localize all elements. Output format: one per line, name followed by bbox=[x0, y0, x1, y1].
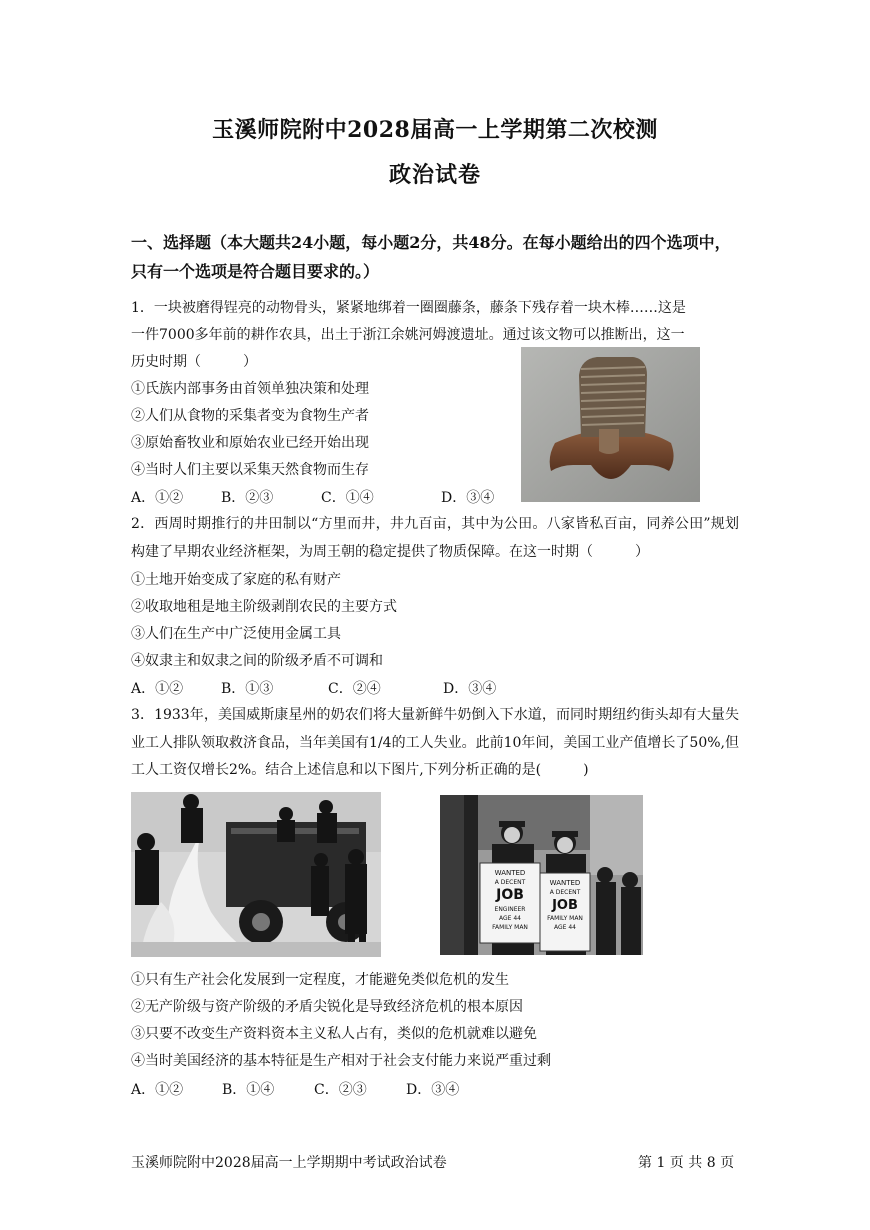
artifact-photo bbox=[521, 347, 700, 502]
q2-stem: 2．西周时期推行的井田制以“方里而井，井九百亩，其中为公田。八家皆私百亩，同养公田”规划构建了早期农业经济框架，为周王朝的稳定提供了物质保障。在这一时期（ ） bbox=[131, 516, 739, 560]
q1-option-c[interactable]: C．①④ bbox=[321, 490, 374, 506]
q3-option-b[interactable]: B．①④ bbox=[222, 1082, 275, 1098]
sign-left-job: JOB bbox=[496, 887, 524, 903]
q2-option-b[interactable]: B．①③ bbox=[221, 681, 274, 697]
q1-option-b[interactable]: B．②③ bbox=[221, 490, 274, 506]
q2-option-a[interactable]: A．①② bbox=[131, 681, 184, 697]
unemployed-men-photo bbox=[440, 795, 643, 955]
footer-page-number: 第 1 页 共 8 页 bbox=[638, 1155, 735, 1171]
section-heading: 一、选择题（本大题共24小题，每小题2分，共48分。在每小题给出的四个选项中，只有一个选项是符合题目要求的。） bbox=[131, 233, 731, 281]
q1-item-1: ①氏族内部事务由首领单独决策和处理 bbox=[131, 381, 369, 397]
q1-stem-line1: 1．一块被磨得锃亮的动物骨头，紧紧地绑着一圈圈藤条，藤条下残存着一块木棒……这是 bbox=[131, 300, 686, 316]
q3-option-c[interactable]: C．②③ bbox=[314, 1082, 367, 1098]
sign-left-line-4: ENGINEER bbox=[494, 906, 526, 913]
q2-option-d[interactable]: D．③④ bbox=[443, 681, 497, 697]
bone-tool-image bbox=[521, 347, 700, 502]
sign-right-line-2: A DECENT bbox=[549, 889, 581, 896]
exam-title: 玉溪师院附中2028届高一上学期第二次校测 bbox=[212, 117, 658, 143]
q3-option-a[interactable]: A．①② bbox=[131, 1082, 184, 1098]
q2-item-3: ③人们在生产中广泛使用金属工具 bbox=[131, 626, 341, 642]
q1-option-d[interactable]: D．③④ bbox=[441, 490, 495, 506]
q3-item-4: ④当时美国经济的基本特征是生产相对于社会支付能力来说严重过剩 bbox=[131, 1053, 551, 1069]
q1-item-3: ③原始畜牧业和原始农业已经开始出现 bbox=[131, 435, 369, 451]
sign-left-line-6: FAMILY MAN bbox=[492, 924, 528, 931]
q2-option-c[interactable]: C．②④ bbox=[328, 681, 381, 697]
q3-item-3: ③只要不改变生产资料资本主义私人占有，类似的危机就难以避免 bbox=[131, 1026, 537, 1042]
q1-stem-line2: 一件7000多年前的耕作农具，出土于浙江余姚河姆渡遗址。通过该文物可以推断出，这一 bbox=[131, 327, 685, 343]
sign-left-line-2: A DECENT bbox=[494, 879, 526, 886]
footer-exam-name: 玉溪师院附中2028届高一上学期期中考试政治试卷 bbox=[131, 1155, 447, 1171]
milk-dumping-image bbox=[131, 792, 381, 957]
unemployed-men-image bbox=[440, 795, 643, 955]
q2-item-2: ②收取地租是地主阶级剥削农民的主要方式 bbox=[131, 599, 397, 615]
q1-item-2: ②人们从食物的采集者变为食物生产者 bbox=[131, 408, 369, 424]
sign-right-line-5: AGE 44 bbox=[554, 924, 576, 931]
q1-option-a[interactable]: A．①② bbox=[131, 490, 184, 506]
sign-right-line-1: WANTED bbox=[549, 879, 581, 887]
sign-right-line-4: FAMILY MAN bbox=[547, 915, 583, 922]
q3-item-1: ①只有生产社会化发展到一定程度，才能避免类似危机的发生 bbox=[131, 972, 509, 988]
sign-right-job: JOB bbox=[552, 898, 578, 913]
q1-item-4: ④当时人们主要以采集天然食物而生存 bbox=[131, 462, 369, 478]
milk-dumping-photo bbox=[131, 792, 381, 957]
q2-item-4: ④奴隶主和奴隶之间的阶级矛盾不可调和 bbox=[131, 653, 383, 669]
q1-stem-line3: 历史时期（ ） bbox=[131, 354, 257, 370]
q3-stem: 3．1933年，美国威斯康星州的奶农们将大量新鲜牛奶倒入下水道，而同时期纽约街头却有大量失业工人排队领取救济食品，当年美国有1/4的工人失业。此前10年间，美国工业产值增长了50%,但工人工资仅增长2%。结合上述信息和以下图片,下列分析正确的是( ) bbox=[131, 707, 739, 778]
q3-option-d[interactable]: D．③④ bbox=[406, 1082, 460, 1098]
sign-left-line-5: AGE 44 bbox=[499, 915, 521, 922]
sign-left-line-1: WANTED bbox=[494, 869, 526, 877]
q3-item-2: ②无产阶级与资产阶级的矛盾尖锐化是导致经济危机的根本原因 bbox=[131, 999, 523, 1015]
exam-subtitle: 政治试卷 bbox=[388, 162, 481, 188]
q2-item-1: ①土地开始变成了家庭的私有财产 bbox=[131, 572, 341, 588]
